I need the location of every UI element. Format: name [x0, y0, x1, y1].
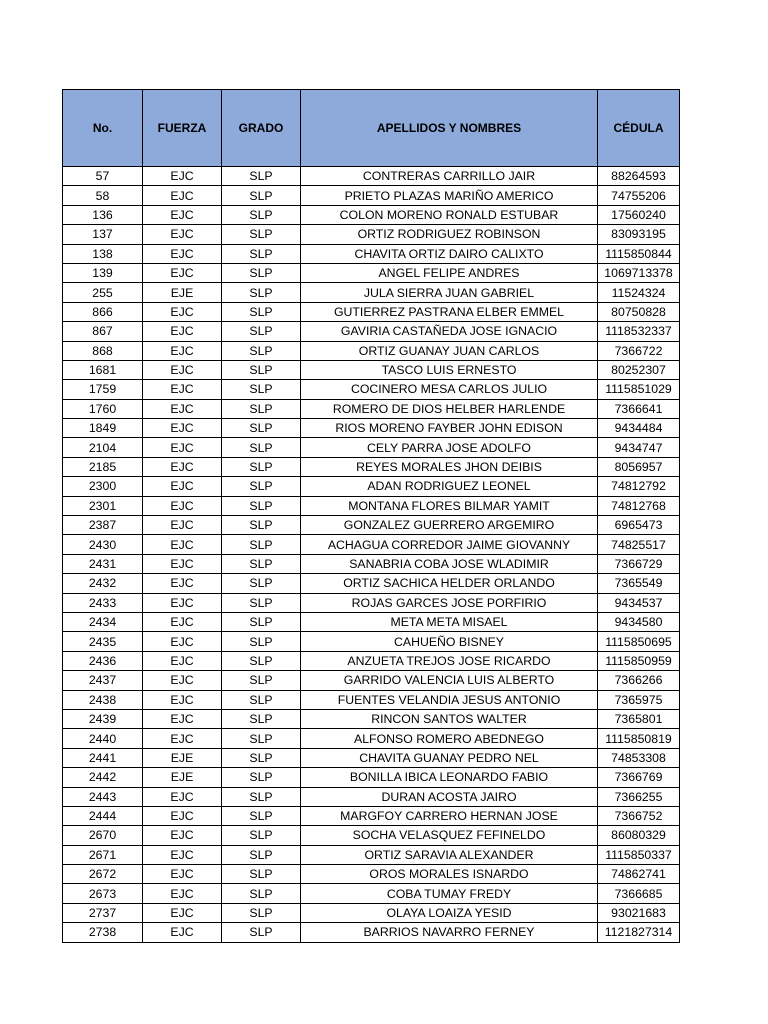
cell-fuerza: EJC	[143, 535, 222, 554]
cell-cedula: 74825517	[598, 535, 680, 554]
cell-cedula: 1115850819	[598, 729, 680, 748]
table-row	[63, 612, 680, 631]
cell-no: 1849	[63, 419, 143, 438]
cell-cedula: 1115850844	[598, 244, 680, 263]
column-header-grado: GRADO	[222, 90, 301, 167]
cell-grado: SLP	[222, 787, 301, 806]
cell-nombre: META META MISAEL	[301, 612, 598, 631]
cell-grado: SLP	[222, 225, 301, 244]
cell-fuerza: EJC	[143, 612, 222, 631]
cell-cedula: 93021683	[598, 903, 680, 922]
cell-fuerza: EJC	[143, 438, 222, 457]
cell-nombre: RIOS MORENO FAYBER JOHN EDISON	[301, 419, 598, 438]
cell-nombre: REYES MORALES JHON DEIBIS	[301, 457, 598, 476]
cell-nombre: OLAYA LOAIZA YESID	[301, 903, 598, 922]
table-row	[63, 283, 680, 302]
cell-no: 866	[63, 302, 143, 321]
cell-no: 2672	[63, 865, 143, 884]
cell-fuerza: EJC	[143, 884, 222, 903]
cell-grado: SLP	[222, 399, 301, 418]
cell-cedula: 11524324	[598, 283, 680, 302]
table-row	[63, 651, 680, 670]
table-row	[63, 516, 680, 535]
cell-nombre: CAHUEÑO BISNEY	[301, 632, 598, 651]
column-header-fuerza: FUERZA	[143, 90, 222, 167]
table-row	[63, 263, 680, 282]
table-row	[63, 399, 680, 418]
cell-grado: SLP	[222, 341, 301, 360]
cell-fuerza: EJC	[143, 360, 222, 379]
cell-fuerza: EJC	[143, 729, 222, 748]
cell-nombre: BARRIOS NAVARRO FERNEY	[301, 923, 598, 942]
cell-grado: SLP	[222, 826, 301, 845]
cell-grado: SLP	[222, 554, 301, 573]
cell-fuerza: EJC	[143, 845, 222, 864]
cell-grado: SLP	[222, 768, 301, 787]
cell-nombre: MONTANA FLORES BILMAR YAMIT	[301, 496, 598, 515]
cell-cedula: 80750828	[598, 302, 680, 321]
table-row	[63, 380, 680, 399]
cell-no: 2431	[63, 554, 143, 573]
table-row	[63, 768, 680, 787]
cell-nombre: ORTIZ SARAVIA ALEXANDER	[301, 845, 598, 864]
table-row	[63, 709, 680, 728]
cell-no: 2440	[63, 729, 143, 748]
cell-cedula: 9434747	[598, 438, 680, 457]
cell-nombre: ORTIZ RODRIGUEZ ROBINSON	[301, 225, 598, 244]
cell-grado: SLP	[222, 690, 301, 709]
cell-grado: SLP	[222, 167, 301, 186]
cell-fuerza: EJC	[143, 690, 222, 709]
table-row	[63, 322, 680, 341]
cell-nombre: JULA SIERRA JUAN GABRIEL	[301, 283, 598, 302]
cell-no: 2670	[63, 826, 143, 845]
cell-no: 2435	[63, 632, 143, 651]
table-row	[63, 419, 680, 438]
cell-no: 255	[63, 283, 143, 302]
cell-grado: SLP	[222, 360, 301, 379]
cell-fuerza: EJC	[143, 341, 222, 360]
table-row	[63, 438, 680, 457]
cell-fuerza: EJC	[143, 457, 222, 476]
cell-no: 2301	[63, 496, 143, 515]
cell-fuerza: EJC	[143, 903, 222, 922]
cell-nombre: GARRIDO VALENCIA LUIS ALBERTO	[301, 671, 598, 690]
cell-nombre: ROMERO DE DIOS HELBER HARLENDE	[301, 399, 598, 418]
cell-cedula: 7366769	[598, 768, 680, 787]
cell-grado: SLP	[222, 263, 301, 282]
cell-cedula: 88264593	[598, 167, 680, 186]
table-row	[63, 729, 680, 748]
cell-nombre: ADAN RODRIGUEZ LEONEL	[301, 477, 598, 496]
column-header-cedula: CÉDULA	[598, 90, 680, 167]
cell-fuerza: EJC	[143, 244, 222, 263]
cell-cedula: 1115850337	[598, 845, 680, 864]
cell-grado: SLP	[222, 884, 301, 903]
cell-fuerza: EJC	[143, 225, 222, 244]
cell-grado: SLP	[222, 186, 301, 205]
cell-nombre: BONILLA IBICA LEONARDO FABIO	[301, 768, 598, 787]
cell-fuerza: EJC	[143, 671, 222, 690]
cell-nombre: SANABRIA COBA JOSE WLADIMIR	[301, 554, 598, 573]
cell-cedula: 9434484	[598, 419, 680, 438]
cell-no: 137	[63, 225, 143, 244]
cell-no: 2439	[63, 709, 143, 728]
table-row	[63, 632, 680, 651]
cell-fuerza: EJC	[143, 709, 222, 728]
column-header-apellidos-y-nombres: APELLIDOS Y NOMBRES	[301, 90, 598, 167]
table-row	[63, 457, 680, 476]
cell-cedula: 7366641	[598, 399, 680, 418]
cell-cedula: 74862741	[598, 865, 680, 884]
table-row	[63, 671, 680, 690]
cell-no: 1681	[63, 360, 143, 379]
cell-cedula: 74755206	[598, 186, 680, 205]
table-row	[63, 845, 680, 864]
cell-nombre: CELY PARRA JOSE ADOLFO	[301, 438, 598, 457]
cell-no: 2437	[63, 671, 143, 690]
cell-no: 58	[63, 186, 143, 205]
cell-no: 2443	[63, 787, 143, 806]
cell-no: 2438	[63, 690, 143, 709]
cell-fuerza: EJC	[143, 496, 222, 515]
cell-grado: SLP	[222, 438, 301, 457]
cell-grado: SLP	[222, 748, 301, 767]
cell-no: 868	[63, 341, 143, 360]
cell-fuerza: EJE	[143, 283, 222, 302]
cell-cedula: 6965473	[598, 516, 680, 535]
cell-fuerza: EJC	[143, 322, 222, 341]
table-row	[63, 923, 680, 942]
cell-grado: SLP	[222, 574, 301, 593]
cell-grado: SLP	[222, 516, 301, 535]
cell-cedula: 80252307	[598, 360, 680, 379]
cell-no: 2432	[63, 574, 143, 593]
cell-cedula: 1115850959	[598, 651, 680, 670]
cell-grado: SLP	[222, 477, 301, 496]
table-row	[63, 341, 680, 360]
table-row	[63, 360, 680, 379]
cell-grado: SLP	[222, 923, 301, 942]
table-row	[63, 690, 680, 709]
cell-nombre: ACHAGUA CORREDOR JAIME GIOVANNY	[301, 535, 598, 554]
cell-no: 2441	[63, 748, 143, 767]
cell-cedula: 83093195	[598, 225, 680, 244]
cell-cedula: 1115850695	[598, 632, 680, 651]
cell-fuerza: EJC	[143, 380, 222, 399]
cell-fuerza: EJC	[143, 167, 222, 186]
table-row	[63, 244, 680, 263]
table-row	[63, 574, 680, 593]
cell-grado: SLP	[222, 806, 301, 825]
cell-nombre: SOCHA VELASQUEZ FEFINELDO	[301, 826, 598, 845]
cell-fuerza: EJC	[143, 806, 222, 825]
cell-nombre: FUENTES VELANDIA JESUS ANTONIO	[301, 690, 598, 709]
cell-no: 2673	[63, 884, 143, 903]
cell-nombre: ANZUETA TREJOS JOSE RICARDO	[301, 651, 598, 670]
table-row	[63, 903, 680, 922]
cell-grado: SLP	[222, 593, 301, 612]
table-row	[63, 806, 680, 825]
cell-grado: SLP	[222, 903, 301, 922]
table-row	[63, 205, 680, 224]
table-row	[63, 535, 680, 554]
column-header-no: No.	[63, 90, 143, 167]
personnel-table	[62, 89, 680, 943]
cell-cedula: 7366752	[598, 806, 680, 825]
cell-fuerza: EJC	[143, 302, 222, 321]
cell-grado: SLP	[222, 632, 301, 651]
cell-no: 2738	[63, 923, 143, 942]
cell-nombre: COCINERO MESA CARLOS JULIO	[301, 380, 598, 399]
cell-cedula: 74812792	[598, 477, 680, 496]
cell-fuerza: EJC	[143, 923, 222, 942]
cell-no: 139	[63, 263, 143, 282]
cell-no: 2300	[63, 477, 143, 496]
cell-no: 136	[63, 205, 143, 224]
cell-cedula: 7365801	[598, 709, 680, 728]
cell-no: 2436	[63, 651, 143, 670]
cell-grado: SLP	[222, 322, 301, 341]
cell-nombre: RINCON SANTOS WALTER	[301, 709, 598, 728]
cell-no: 1760	[63, 399, 143, 418]
table-row	[63, 593, 680, 612]
cell-nombre: OROS MORALES ISNARDO	[301, 865, 598, 884]
cell-no: 2737	[63, 903, 143, 922]
cell-grado: SLP	[222, 244, 301, 263]
cell-cedula: 74853308	[598, 748, 680, 767]
table-row	[63, 787, 680, 806]
table-row	[63, 884, 680, 903]
cell-grado: SLP	[222, 302, 301, 321]
cell-grado: SLP	[222, 283, 301, 302]
table-body	[63, 167, 680, 943]
cell-no: 138	[63, 244, 143, 263]
cell-nombre: CHAVITA ORTIZ DAIRO CALIXTO	[301, 244, 598, 263]
cell-no: 2434	[63, 612, 143, 631]
cell-cedula: 1118532337	[598, 322, 680, 341]
cell-cedula: 1069713378	[598, 263, 680, 282]
cell-no: 2671	[63, 845, 143, 864]
cell-grado: SLP	[222, 457, 301, 476]
cell-nombre: ANGEL FELIPE ANDRES	[301, 263, 598, 282]
cell-fuerza: EJC	[143, 419, 222, 438]
cell-nombre: COBA TUMAY FREDY	[301, 884, 598, 903]
cell-cedula: 1121827314	[598, 923, 680, 942]
cell-nombre: COLON MORENO RONALD ESTUBAR	[301, 205, 598, 224]
cell-cedula: 74812768	[598, 496, 680, 515]
cell-cedula: 7366266	[598, 671, 680, 690]
cell-cedula: 1115851029	[598, 380, 680, 399]
cell-nombre: DURAN ACOSTA JAIRO	[301, 787, 598, 806]
cell-no: 867	[63, 322, 143, 341]
cell-cedula: 7366722	[598, 341, 680, 360]
table-row	[63, 477, 680, 496]
cell-cedula: 7365549	[598, 574, 680, 593]
cell-fuerza: EJC	[143, 205, 222, 224]
cell-cedula: 7366255	[598, 787, 680, 806]
cell-grado: SLP	[222, 865, 301, 884]
cell-nombre: GUTIERREZ PASTRANA ELBER EMMEL	[301, 302, 598, 321]
cell-nombre: GONZALEZ GUERRERO ARGEMIRO	[301, 516, 598, 535]
cell-grado: SLP	[222, 651, 301, 670]
cell-fuerza: EJC	[143, 516, 222, 535]
cell-fuerza: EJC	[143, 651, 222, 670]
cell-fuerza: EJC	[143, 826, 222, 845]
cell-grado: SLP	[222, 709, 301, 728]
cell-grado: SLP	[222, 496, 301, 515]
cell-nombre: PRIETO PLAZAS MARIÑO AMERICO	[301, 186, 598, 205]
cell-grado: SLP	[222, 845, 301, 864]
cell-cedula: 7366685	[598, 884, 680, 903]
table-row	[63, 826, 680, 845]
cell-fuerza: EJC	[143, 787, 222, 806]
cell-fuerza: EJC	[143, 263, 222, 282]
cell-grado: SLP	[222, 535, 301, 554]
cell-cedula: 9434580	[598, 612, 680, 631]
cell-nombre: CHAVITA GUANAY PEDRO NEL	[301, 748, 598, 767]
cell-no: 1759	[63, 380, 143, 399]
cell-nombre: TASCO LUIS ERNESTO	[301, 360, 598, 379]
cell-fuerza: EJC	[143, 477, 222, 496]
cell-no: 2430	[63, 535, 143, 554]
table-row	[63, 865, 680, 884]
table-row	[63, 748, 680, 767]
cell-nombre: ROJAS GARCES JOSE PORFIRIO	[301, 593, 598, 612]
cell-nombre: ORTIZ GUANAY JUAN CARLOS	[301, 341, 598, 360]
table-row	[63, 167, 680, 186]
cell-fuerza: EJC	[143, 399, 222, 418]
cell-fuerza: EJC	[143, 574, 222, 593]
cell-fuerza: EJC	[143, 632, 222, 651]
cell-cedula: 7365975	[598, 690, 680, 709]
table-row	[63, 186, 680, 205]
header-row	[63, 90, 680, 167]
cell-nombre: GAVIRIA CASTAÑEDA JOSE IGNACIO	[301, 322, 598, 341]
cell-no: 2442	[63, 768, 143, 787]
cell-grado: SLP	[222, 205, 301, 224]
cell-cedula: 7366729	[598, 554, 680, 573]
table-row	[63, 225, 680, 244]
cell-fuerza: EJC	[143, 593, 222, 612]
table-row	[63, 554, 680, 573]
cell-no: 2444	[63, 806, 143, 825]
cell-fuerza: EJE	[143, 768, 222, 787]
cell-grado: SLP	[222, 612, 301, 631]
cell-fuerza: EJC	[143, 186, 222, 205]
cell-fuerza: EJE	[143, 748, 222, 767]
cell-grado: SLP	[222, 380, 301, 399]
cell-fuerza: EJC	[143, 554, 222, 573]
cell-cedula: 86080329	[598, 826, 680, 845]
cell-grado: SLP	[222, 729, 301, 748]
cell-grado: SLP	[222, 671, 301, 690]
cell-nombre: ORTIZ SACHICA HELDER ORLANDO	[301, 574, 598, 593]
cell-no: 2104	[63, 438, 143, 457]
cell-cedula: 9434537	[598, 593, 680, 612]
cell-no: 2433	[63, 593, 143, 612]
cell-no: 57	[63, 167, 143, 186]
cell-no: 2185	[63, 457, 143, 476]
table-row	[63, 496, 680, 515]
cell-cedula: 8056957	[598, 457, 680, 476]
cell-fuerza: EJC	[143, 865, 222, 884]
cell-cedula: 17560240	[598, 205, 680, 224]
table-row	[63, 302, 680, 321]
spreadsheet-page	[62, 89, 680, 943]
cell-nombre: ALFONSO ROMERO ABEDNEGO	[301, 729, 598, 748]
cell-no: 2387	[63, 516, 143, 535]
cell-grado: SLP	[222, 419, 301, 438]
cell-nombre: MARGFOY CARRERO HERNAN JOSE	[301, 806, 598, 825]
cell-nombre: CONTRERAS CARRILLO JAIR	[301, 167, 598, 186]
